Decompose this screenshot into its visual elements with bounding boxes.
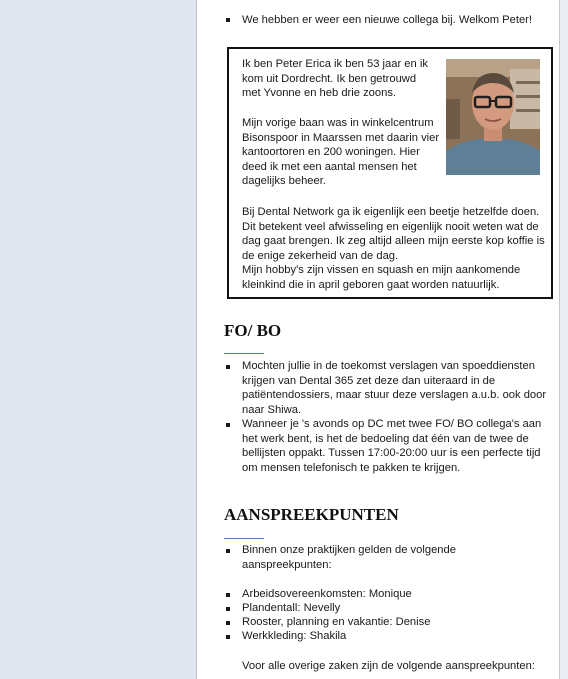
list-item: Plandentall: Nevelly [242, 602, 341, 614]
text-line: kleinkind die in april geboren gaat worden natuurlijk. [242, 278, 500, 291]
profile-photo [446, 59, 540, 175]
bullet-marker [226, 365, 230, 369]
fobo-bullet-1 [242, 359, 552, 417]
text-line: Ik ben Peter Erica ik ben 53 jaar en ik [242, 58, 428, 70]
closing-text: Voor alle overige zaken zijn de volgende aanspreekpunten: [242, 660, 535, 672]
right-margin-panel [560, 0, 568, 679]
text-line: krijgen van Dental 365 zet deze dan uiteraard in de [242, 374, 496, 387]
text-line: Binnen onze praktijken gelden de volgende [242, 544, 456, 556]
profile-para-2 [242, 116, 439, 189]
text-line: naar Shiwa. [242, 403, 302, 416]
text-line: patiëntendossiers, maar stuur deze verslagen a.u.b. ook door [242, 389, 547, 402]
text-line: de enige zekerheid van de dag. [242, 249, 399, 262]
text-line: Mijn vorige baan was in winkelcentrum [242, 117, 434, 129]
aanspreekpunten-intro [242, 543, 552, 572]
text-line: bellijsten oppakt. Tussen 17:00-20:00 uur is een perfecte tijd [242, 447, 541, 460]
bullet-marker [226, 549, 230, 553]
text-line: om mensen telefonisch te pakken te krijgen. [242, 461, 461, 474]
text-line: Bisonspoor in Maarssen met daarin vier [242, 131, 440, 144]
list-item: Werkkleding: Shakila [242, 630, 347, 642]
heading-underline [224, 353, 264, 354]
intro-bullet-text: We hebben er weer een nieuwe collega bij. Welkom Peter! [242, 14, 533, 26]
bullet-marker [226, 621, 230, 625]
text-line: Mochten jullie in de toekomst verslagen van spoeddiensten [242, 360, 535, 372]
text-line: het werk bent, is het de bedoeling dat één van de twee de [242, 432, 529, 445]
profile-para-1 [242, 57, 428, 101]
heading-underline [224, 538, 264, 539]
profile-para-3 [242, 205, 545, 293]
bullet-marker [226, 593, 230, 597]
text-line: aanspreekpunten: [242, 558, 332, 571]
section-heading-aanspreekpunten: AANSPREEKPUNTEN [224, 505, 399, 524]
text-line: Bij Dental Network ga ik eigenlijk een beetje hetzelfde doen. [242, 206, 540, 218]
text-line: Dit betekent veel afwisseling en eigenlijk nooit weten wat de [242, 220, 539, 233]
bullet-marker [226, 635, 230, 639]
text-line: kantoortoren en 200 woningen. Hier [242, 146, 420, 159]
list-item: Arbeidsovereenkomsten: Monique [242, 588, 412, 600]
fobo-bullet-2 [242, 417, 552, 475]
text-line: deed ik met een aantal mensen het [242, 160, 417, 173]
bullet-marker [226, 607, 230, 611]
text-line: Mijn hobby's zijn vissen en squash en mijn aankomende [242, 264, 521, 277]
text-line: met Yvonne en heb drie zoons. [242, 87, 397, 100]
text-line: dagelijks beheer. [242, 175, 326, 188]
section-heading-fobo: FO/ BO [224, 321, 282, 340]
bullet-marker [226, 423, 230, 427]
text-line: dag gaat brengen. Ik zeg altijd alleen mijn eerste kop koffie is [242, 235, 545, 248]
text-line: Wanneer je 's avonds op DC met twee FO/ BO collega's aan [242, 418, 542, 430]
left-margin-panel [0, 0, 197, 679]
text-line: kom uit Dordrecht. Ik ben getrouwd [242, 72, 417, 85]
list-item: Rooster, planning en vakantie: Denise [242, 616, 431, 628]
bullet-marker [226, 18, 230, 22]
